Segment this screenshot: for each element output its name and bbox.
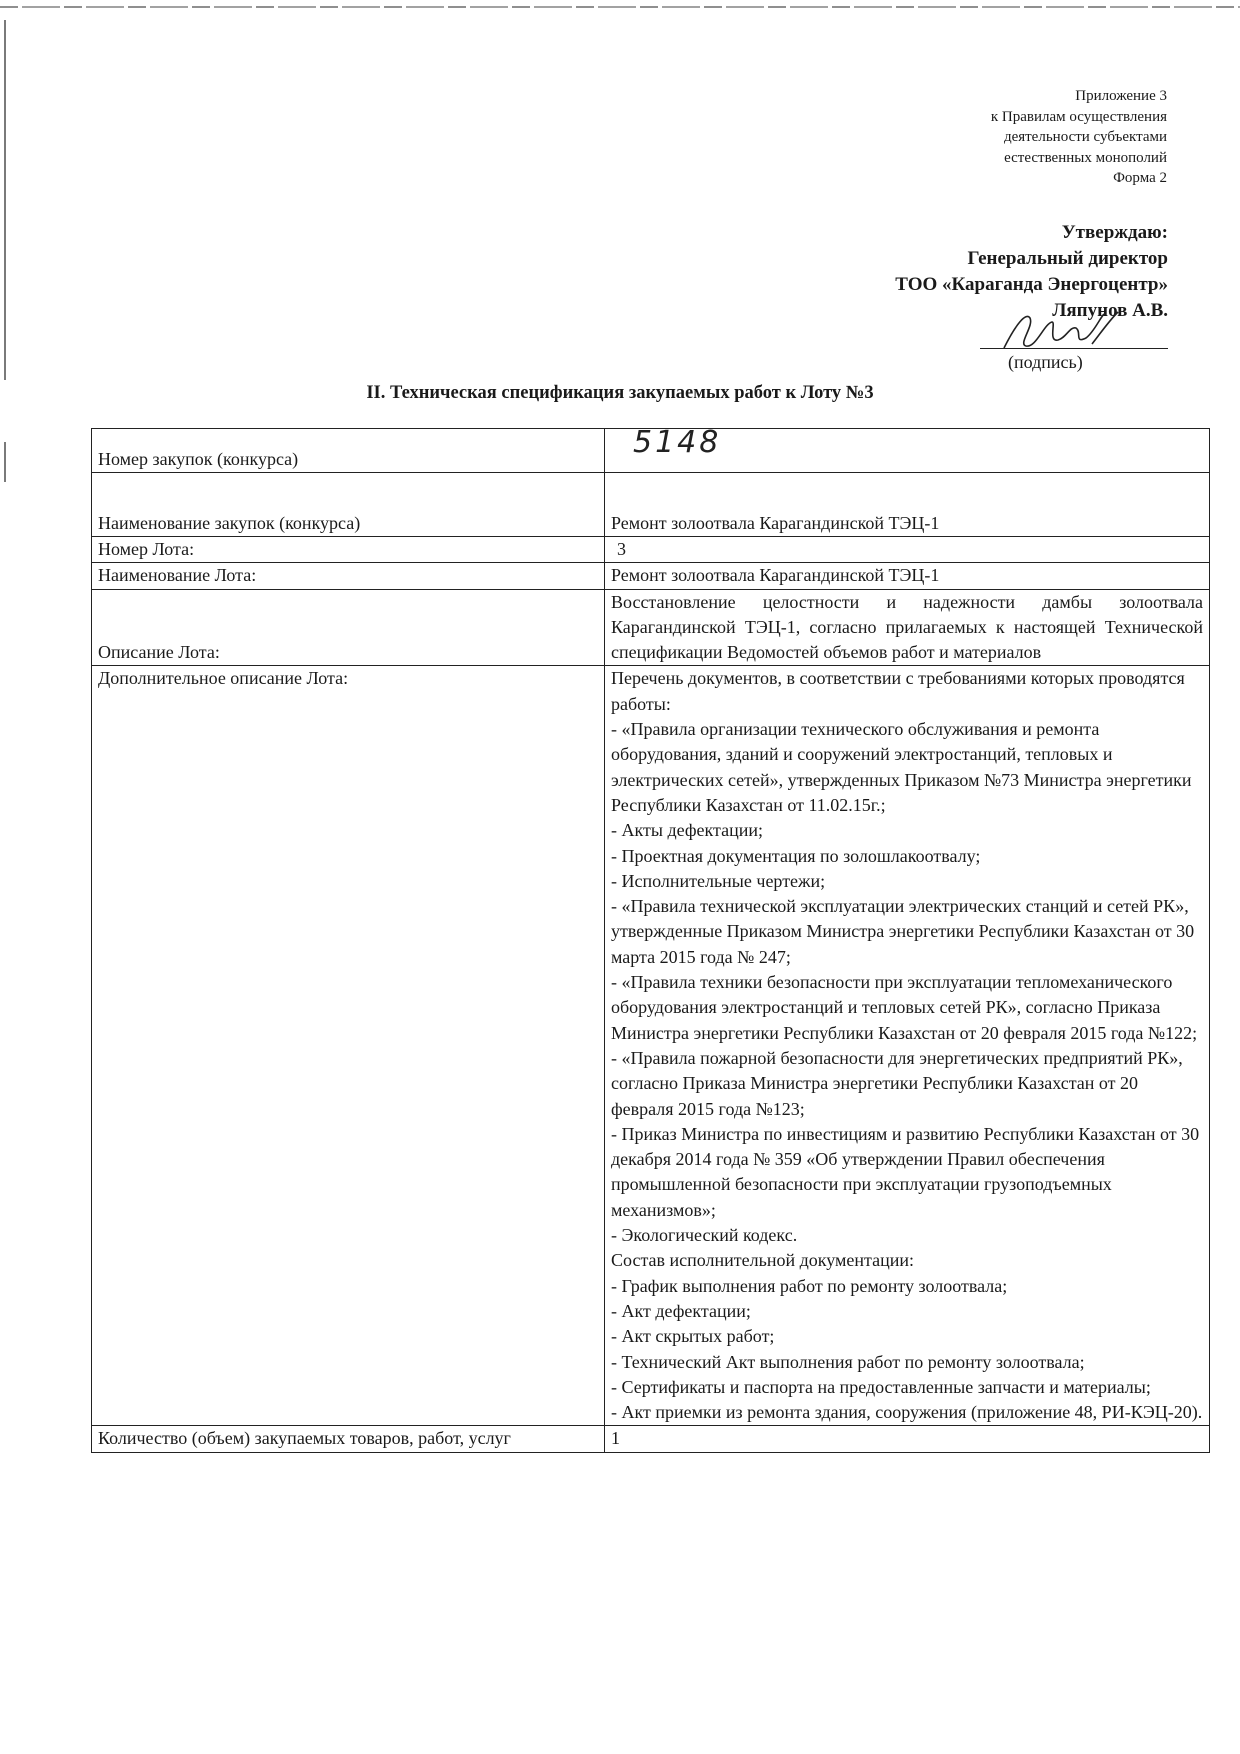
lot-number-value: 3 (617, 539, 626, 559)
approval-name: Ляпунов А.В. (1052, 300, 1168, 321)
description-line: - «Правила техники безопасности при эксплуатации тепломеханического оборудования электростанций и тепловых сетей РК», согласно Приказа Министра энергетики Республики Казахстан от 20 февраля 2015 года №122; (611, 972, 1198, 1043)
row-value: Восстановление целостности и надежности дамбы золоотвала Карагандинской ТЭЦ-1, согласно прилагаемых к настоящей Технической спецификации Ведомостей объемов работ и материалов (605, 589, 1210, 666)
table-row (92, 473, 1210, 537)
annex-line: естественных монополий (1004, 149, 1167, 166)
description-line: - График выполнения работ по ремонту золоотвала; (611, 1275, 1008, 1296)
description-line: - Акт приемки из ремонта здания, сооружения (приложение 48, РИ-КЭЦ-20). (611, 1402, 1203, 1423)
description-line: - Акт дефектации; (611, 1300, 751, 1321)
description-line: - Сертификаты и паспорта на предоставленные запчасти и материалы; (611, 1376, 1151, 1397)
specification-table (91, 424, 1210, 1453)
approval-position: Генеральный директор (967, 248, 1168, 269)
description-line: - Акты дефектации; (611, 820, 763, 841)
row-value (605, 537, 1210, 563)
annex-reference (847, 86, 1167, 189)
table-row (92, 537, 1210, 563)
description-line: - Экологический кодекс. (611, 1225, 798, 1246)
scan-edge-artifact (0, 6, 1240, 8)
annex-line: к Правилам осуществления (990, 108, 1167, 125)
row-label: Номер закупок (конкурса) (92, 429, 605, 473)
description-line: - «Правила организации технического обслуживания и ремонта оборудования, зданий и сооружений электростанций, тепловых и электрических сетей», утвержденных Приказом №73 Министра энергетики Республики Казахстан от 11.02.15г.; (611, 719, 1192, 815)
table-row (92, 563, 1210, 589)
description-line: - Акт скрытых работ; (611, 1326, 775, 1347)
scan-edge-artifact (4, 442, 6, 482)
description-line: Перечень документов, в соответствии с требованиями которых проводятся работы: (611, 668, 1185, 714)
procurement-number-value (605, 424, 1210, 473)
table-row (92, 666, 1210, 1426)
additional-description-value (605, 666, 1210, 1426)
row-label: Количество (объем) закупаемых товаров, работ, услуг (92, 1426, 605, 1452)
table-row (92, 1426, 1210, 1452)
signature-caption: (подпись) (1008, 352, 1083, 372)
row-label: Наименование закупок (конкурса) (92, 473, 605, 537)
row-value: Ремонт золоотвала Карагандинской ТЭЦ-1 (605, 473, 1210, 537)
signature-line (980, 348, 1168, 349)
description-line: - Технический Акт выполнения работ по ремонту золоотвала; (611, 1351, 1085, 1372)
description-line: - Исполнительные чертежи; (611, 870, 826, 891)
row-value: Ремонт золоотвала Карагандинской ТЭЦ-1 (605, 563, 1210, 589)
annex-line: деятельности субъектами (1003, 129, 1167, 145)
approval-company: ТОО «Караганда Энергоцентр» (895, 274, 1168, 295)
approval-word: Утверждаю: (1061, 222, 1168, 243)
row-label: Наименование Лота: (92, 563, 605, 589)
description-line: - «Правила технической эксплуатации электрических станций и сетей РК», утвержденные Приказом Министра энергетики Республики Казахстан от 30 марта 2015 года № 247; (611, 896, 1195, 967)
table-row (92, 589, 1210, 666)
row-label: Дополнительное описание Лота: (92, 666, 605, 1426)
annex-form-number: Форма 2 (1113, 170, 1167, 186)
scan-edge-artifact (4, 20, 6, 380)
row-value: 1 (605, 1426, 1210, 1452)
description-line: - «Правила пожарной безопасности для энергетических предприятий РК», согласно Приказа Министра энергетики Республики Казахстан от 20 февраля 2015 года №123; (611, 1047, 1183, 1119)
row-label: Описание Лота: (92, 589, 605, 666)
description-line: Состав исполнительной документации: (611, 1250, 914, 1271)
row-label: Номер Лота: (92, 537, 605, 563)
table-row (92, 429, 1210, 473)
handwritten-number: 5148 (633, 424, 722, 460)
page-title: II. Техническая спецификация закупаемых работ к Лоту №3 (366, 383, 874, 403)
description-line: - Проектная документация по золошлакоотвалу; (611, 845, 981, 866)
description-line: - Приказ Министра по инвестициям и развитию Республики Казахстан от 30 декабря 2014 года № 359 «Об утверждении Правил обеспечения промышленной безопасности при эксплуатации грузоподъемных механизмов»; (611, 1123, 1200, 1220)
annex-line: Приложение 3 (1075, 88, 1167, 104)
